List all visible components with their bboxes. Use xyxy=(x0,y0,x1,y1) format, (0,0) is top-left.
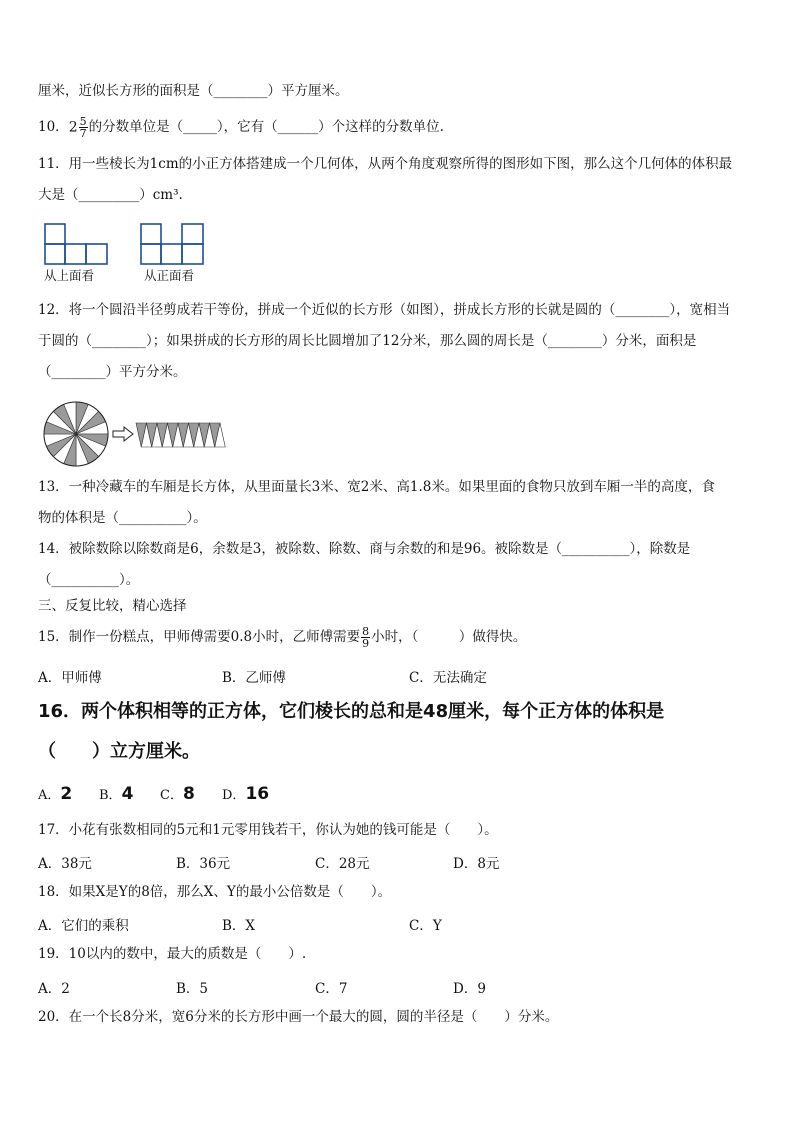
mixed-number-whole: 2 xyxy=(68,119,78,136)
question-16-line1: 16．两个体积相等的正方体，它们棱长的总和是48厘米，每个正方体的体积是 xyxy=(38,701,665,722)
option-c[interactable]: C．7 xyxy=(315,981,348,997)
option-c[interactable]: C．28元 xyxy=(315,856,370,872)
question-13-line2: 物的体积是（__________）。 xyxy=(38,510,207,526)
question-text: 的分数单位是（_____），它有（______）个这样的分数单位. xyxy=(88,119,444,135)
top-view-figure xyxy=(44,223,110,267)
option-value: 2 xyxy=(60,784,73,804)
option-a[interactable]: A．它们的乘积 xyxy=(38,918,129,934)
question-12-line2: 于圆的（________）；如果拼成的长方形的周长比圆增加了12分米，那么圆的周长是（________）分米，面积是 xyxy=(38,333,697,349)
option-a[interactable]: A．2 xyxy=(38,981,70,997)
question-13-line1: 13．一种冷藏车的车厢是长方体，从里面量长3米、宽2米、高1.8米。如果里面的食物只放到车厢一半的高度，食 xyxy=(38,479,715,495)
arrow-icon xyxy=(112,426,134,442)
question-11-line1: 11．用一些棱长为1cm的小正方体搭建成一个几何体，从两个角度观察所得的图形如下图，那么这个几何体的体积最 xyxy=(38,156,733,172)
question-text-part1: 15．制作一份糕点，甲师傅需要0.8小时，乙师傅需要 xyxy=(38,629,361,645)
option-d[interactable] xyxy=(222,784,269,804)
option-letter: D． xyxy=(222,788,246,803)
question-12-line3: （________）平方分米。 xyxy=(38,364,187,380)
section-heading: 三、反复比较，精心选择 xyxy=(38,598,187,614)
question-16-line2: （ ）立方厘米。 xyxy=(38,741,200,762)
fraction-numerator: 8 xyxy=(362,625,370,638)
top-view-label: 从上面看 xyxy=(44,268,95,283)
fraction-numerator: 5 xyxy=(79,115,87,128)
question-14-line1: 14．被除数除以除数商是6，余数是3，被除数、除数、商与余数的和是96。被除数是（__________），除数是 xyxy=(38,541,691,557)
option-b[interactable]: B．36元 xyxy=(176,856,231,872)
question-text-part2: 小时，（ ）做得快。 xyxy=(371,629,527,645)
option-a[interactable]: A．甲师傅 xyxy=(38,670,102,686)
question-17: 17．小花有张数相同的5元和1元零用钱若干，你认为她的钱可能是（ ）。 xyxy=(38,822,498,838)
continuation-line: 厘米，近似长方形的面积是（________）平方厘米。 xyxy=(38,83,349,99)
option-letter: C． xyxy=(160,788,183,803)
option-b[interactable] xyxy=(99,784,133,804)
option-c[interactable] xyxy=(160,784,195,804)
fraction-denominator: 9 xyxy=(362,637,370,650)
option-value: 8 xyxy=(182,784,195,804)
option-d[interactable]: D．9 xyxy=(453,981,486,997)
option-c[interactable]: C．无法确定 xyxy=(409,670,487,686)
option-value: 16 xyxy=(245,784,270,804)
option-value: 4 xyxy=(121,784,134,804)
question-number: 10． xyxy=(38,119,69,135)
option-a[interactable] xyxy=(38,784,72,804)
circle-sectors-figure xyxy=(40,398,112,470)
question-20: 20．在一个长8分米，宽6分米的长方形中画一个最大的圆，圆的半径是（ ）分米。 xyxy=(38,1009,559,1025)
question-10 xyxy=(38,112,444,143)
option-letter: B． xyxy=(99,788,122,803)
option-b[interactable]: B．X xyxy=(222,918,256,934)
question-12-line1: 12．将一个圆沿半径剪成若干等份，拼成一个近似的长方形（如图），拼成长方形的长就是圆的（________），宽相当 xyxy=(38,302,731,318)
front-view-figure xyxy=(140,223,206,267)
fraction xyxy=(361,626,370,649)
question-11-line2: 大是（_________）cm³. xyxy=(38,187,183,203)
fraction-denominator: 7 xyxy=(79,127,87,140)
front-view-label: 从正面看 xyxy=(144,268,195,283)
option-b[interactable]: B．乙师傅 xyxy=(222,670,286,686)
question-14-line2: （__________）。 xyxy=(38,572,140,588)
option-c[interactable]: C．Y xyxy=(409,918,442,934)
fraction xyxy=(79,116,88,139)
question-19: 19．10以内的数中，最大的质数是（ ）. xyxy=(38,946,307,962)
question-18: 18．如果X是Y的8倍，那么X、Y的最小公倍数是（ ）。 xyxy=(38,884,392,900)
option-letter: A． xyxy=(38,788,61,803)
option-d[interactable]: D．8元 xyxy=(453,856,500,872)
option-a[interactable]: A．38元 xyxy=(38,856,92,872)
approx-rectangle-figure xyxy=(134,421,226,449)
question-15 xyxy=(38,622,526,652)
option-b[interactable]: B．5 xyxy=(176,981,209,997)
